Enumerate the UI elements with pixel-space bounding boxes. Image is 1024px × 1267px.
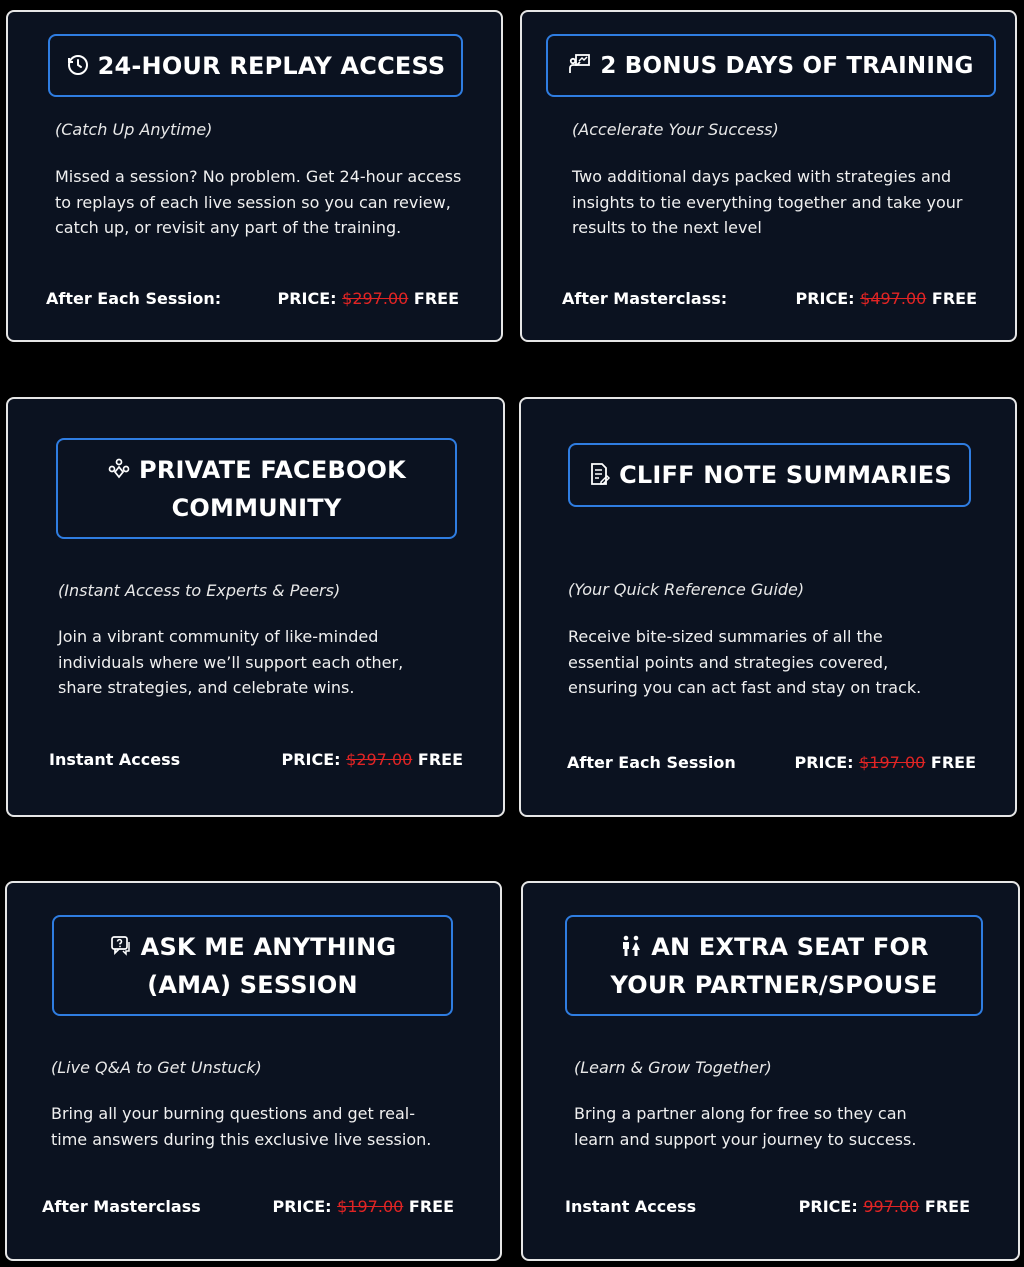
availability-label: After Masterclass: xyxy=(562,289,728,308)
card-title: 2 BONUS DAYS OF TRAINING xyxy=(568,47,973,85)
training-presentation-icon xyxy=(568,52,592,76)
old-price: 997.00 xyxy=(863,1197,920,1216)
availability-label: Instant Access xyxy=(49,750,181,769)
question-chat-icon xyxy=(109,934,133,958)
card-subtitle: (Accelerate Your Success) xyxy=(572,120,779,139)
card-description: Join a vibrant community of like-minded individuals where we’ll support each other, share strategies, and celebrate wins. xyxy=(58,627,404,697)
price-label: PRICE: xyxy=(281,750,341,769)
card-description: Receive bite-sized summaries of all the essential points and strategies covered, ensuring you can act fast and stay on track. xyxy=(568,627,922,697)
price-label: PRICE: xyxy=(795,289,855,308)
card-title: PRIVATE FACEBOOK COMMUNITY xyxy=(97,451,417,527)
card-title: ASK ME ANYTHING (AMA) SESSION xyxy=(98,928,408,1004)
new-price: FREE xyxy=(931,289,977,308)
old-price: $497.00 xyxy=(860,289,927,308)
availability-label: After Each Session: xyxy=(46,289,222,308)
card-title-box xyxy=(56,438,457,539)
card-title: AN EXTRA SEAT FOR YOUR PARTNER/SPOUSE xyxy=(610,932,938,999)
couple-people-icon xyxy=(619,934,643,958)
card-title-box xyxy=(52,915,453,1016)
old-price: $197.00 xyxy=(337,1197,404,1216)
new-price: FREE xyxy=(924,1197,970,1216)
bonus-card-training xyxy=(520,10,1017,342)
price-line xyxy=(799,1197,970,1216)
price-label: PRICE: xyxy=(798,1197,858,1216)
card-subtitle: (Live Q&A to Get Unstuck) xyxy=(51,1058,262,1077)
card-description: Bring a partner along for free so they can learn and support your journey to success. xyxy=(574,1104,917,1149)
replay-clock-icon xyxy=(66,53,90,77)
bonus-card-ama xyxy=(5,881,502,1261)
new-price: FREE xyxy=(417,750,463,769)
card-title-box xyxy=(48,34,463,97)
card-title-box xyxy=(568,443,971,507)
new-price: FREE xyxy=(413,289,459,308)
price-line xyxy=(281,750,463,769)
price-label: PRICE: xyxy=(794,753,854,772)
card-description: Bring all your burning questions and get real-time answers during this exclusive live session. xyxy=(51,1104,432,1149)
new-price: FREE xyxy=(408,1197,454,1216)
availability-label: After Each Session xyxy=(567,753,736,772)
card-title: CLIFF NOTE SUMMARIES xyxy=(587,456,952,494)
bonus-card-cliff-notes xyxy=(519,397,1017,817)
card-subtitle: (Learn & Grow Together) xyxy=(574,1058,772,1077)
availability-label: Instant Access xyxy=(565,1197,697,1216)
card-description: Two additional days packed with strategies and insights to tie everything together and take your results to the next level xyxy=(572,167,963,237)
bonus-card-extra-seat xyxy=(521,881,1020,1261)
card-subtitle: (Your Quick Reference Guide) xyxy=(568,580,805,599)
card-subtitle: (Instant Access to Experts & Peers) xyxy=(58,581,341,600)
old-price: $297.00 xyxy=(346,750,413,769)
availability-label: After Masterclass xyxy=(42,1197,201,1216)
bonus-card-community xyxy=(6,397,505,817)
card-title-box xyxy=(546,34,996,97)
card-title: 24-HOUR REPLAY ACCESS xyxy=(66,47,446,85)
card-title-box xyxy=(565,915,983,1016)
notes-document-icon xyxy=(587,462,611,486)
old-price: $197.00 xyxy=(859,753,926,772)
price-line xyxy=(277,289,459,308)
price-label: PRICE: xyxy=(277,289,337,308)
new-price: FREE xyxy=(930,753,976,772)
card-subtitle: (Catch Up Anytime) xyxy=(55,120,213,139)
bonus-card-replay xyxy=(6,10,503,342)
price-label: PRICE: xyxy=(272,1197,332,1216)
old-price: $297.00 xyxy=(342,289,409,308)
card-description: Missed a session? No problem. Get 24-hour access to replays of each live session so you can review, catch up, or revisit any part of the training. xyxy=(55,167,462,237)
price-line xyxy=(272,1197,454,1216)
community-hands-icon xyxy=(107,457,131,481)
price-line xyxy=(795,289,977,308)
price-line xyxy=(794,753,976,772)
